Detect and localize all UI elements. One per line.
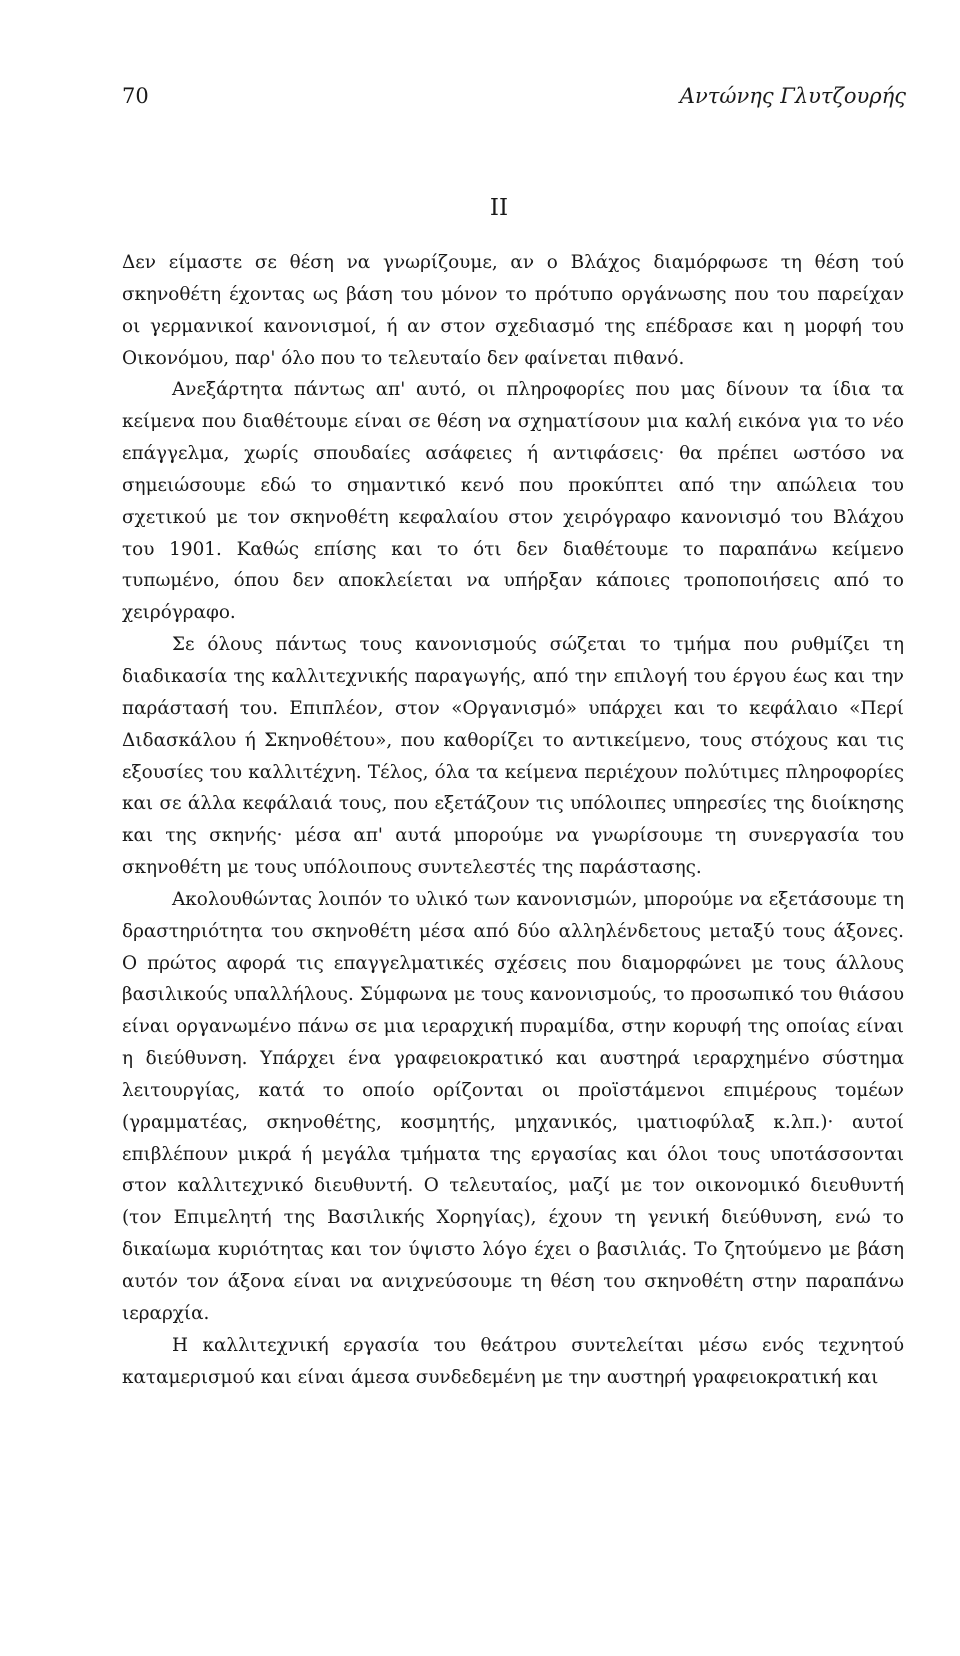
body-text [122,247,904,1393]
paragraph: Η καλλιτεχνική εργασία του θεάτρου συντελείται μέσω ενός τεχνητού καταμερισμού και είναι άμεσα συνδεδεμένη με την αυστηρή γραφειοκρατική και [122,1334,904,1388]
section-number: II [489,195,509,221]
paragraph: Ανεξάρτητα πάντως απ' αυτό, οι πληροφορίες που μας δίνουν τα ίδια τα κείμενα που διαθέτουμε είναι σε θέση να σχηματίσουν μια καλή εικόνα για το νέο επάγγελμα, χωρίς σπουδαίες ασάφειες ή αντιφάσεις· θα πρέπει ωστόσο να σημειώσουμε εδώ το σημαντικό κενό που προκύπτει από την απώλεια του σχετικού με τον σκηνοθέτη κεφαλαίου στον χειρόγραφο κανονισμό του Βλάχου του 1901. Καθώς επίσης και το ότι δεν διαθέτουμε το παραπάνω κείμενο τυπωμένο, όπου δεν αποκλείεται να υπήρξαν κάποιες τροποποιήσεις από το χειρόγραφο. [122,379,904,624]
paragraph: Ακολουθώντας λοιπόν το υλικό των κανονισμών, μπορούμε να εξετάσουμε τη δραστηριότητα του σκηνοθέτη μέσα από δύο αλληλένδετους μεταξύ τους άξονες. Ο πρώτος αφορά τις επαγγελματικές σχέσεις που διαμορφώνει με τους άλλους βασιλικούς υπαλλήλους. Σύμφωνα με τους κανονισμούς, το προσωπικό του θιάσου είναι οργανωμένο πάνω σε μια ιεραρχική πυραμίδα, στην κορυφή της οποίας είναι η διεύθυνση. Υπάρχει ένα γραφειοκρατικό και αυστηρά ιεραρχημένο σύστημα λειτουργίας, κατά το οποίο ορίζονται οι προϊστάμενοι επιμέρους τομέων (γραμματέας, σκηνοθέτης, κοσμητής, μηχανικός, ιματιοφύλαξ κ.λπ.)· αυτοί επιβλέπουν μικρά ή μεγάλα τμήματα της εργασίας και όλοι τους υποτάσσονται στον καλλιτεχνικό διευθυντή. Ο τελευταίος, μαζί με τον οικονομικό διευθυντή (τον Επιμελητή της Βασιλικής Χορηγίας), έχουν τη γενική διεύθυνση, ενώ το δικαίωμα κυριότητας και τον ύψιστο λόγο έχει ο βασιλιάς. Το ζητούμενο με βάση αυτόν τον άξονα είναι να ανιχνεύσουμε τη θέση του σκηνοθέτη στην παραπάνω ιεραρχία. [122,888,904,1324]
paragraph: Δεν είμαστε σε θέση να γνωρίζουμε, αν ο Βλάχος διαμόρφωσε τη θέση τού σκηνοθέτη έχοντας ως βάση του μόνον το πρότυπο οργάνωσης που του παρείχαν οι γερμανικοί κανονισμοί, ή αν στον σχεδιασμό της επέδρασε και η μορφή του Οικονόμου, παρ' όλο που το τελευταίο δεν φαίνεται πιθανό. [122,252,904,369]
page-number: 70 [122,84,149,108]
paragraph: Σε όλους πάντως τους κανονισμούς σώζεται το τμήμα που ρυθμίζει τη διαδικασία της καλλιτεχνικής παραγωγής, από την επιλογή του έργου έως και την παράστασή του. Επιπλέον, στον «Οργανισμό» υπάρχει και το κεφάλαιο «Περί Διδασκάλου ή Σκηνοθέτου», που καθορίζει το αντικείμενο, τους στόχους και τις εξουσίες του καλλιτέχνη. Τέλος, όλα τα κείμενα περιέχουν πολύτιμες πληροφορίες και σε άλλα κεφάλαιά τους, που εξετάζουν τις υπόλοιπες υπηρεσίες της διοίκησης και της σκηνής· μέσα απ' αυτά μπορούμε να γνωρίσουμε τη συνεργασία του σκηνοθέτη με τους υπόλοιπους συντελεστές της παράστασης. [122,634,904,879]
running-head: Αντώνης Γλυτζουρής [679,84,906,108]
